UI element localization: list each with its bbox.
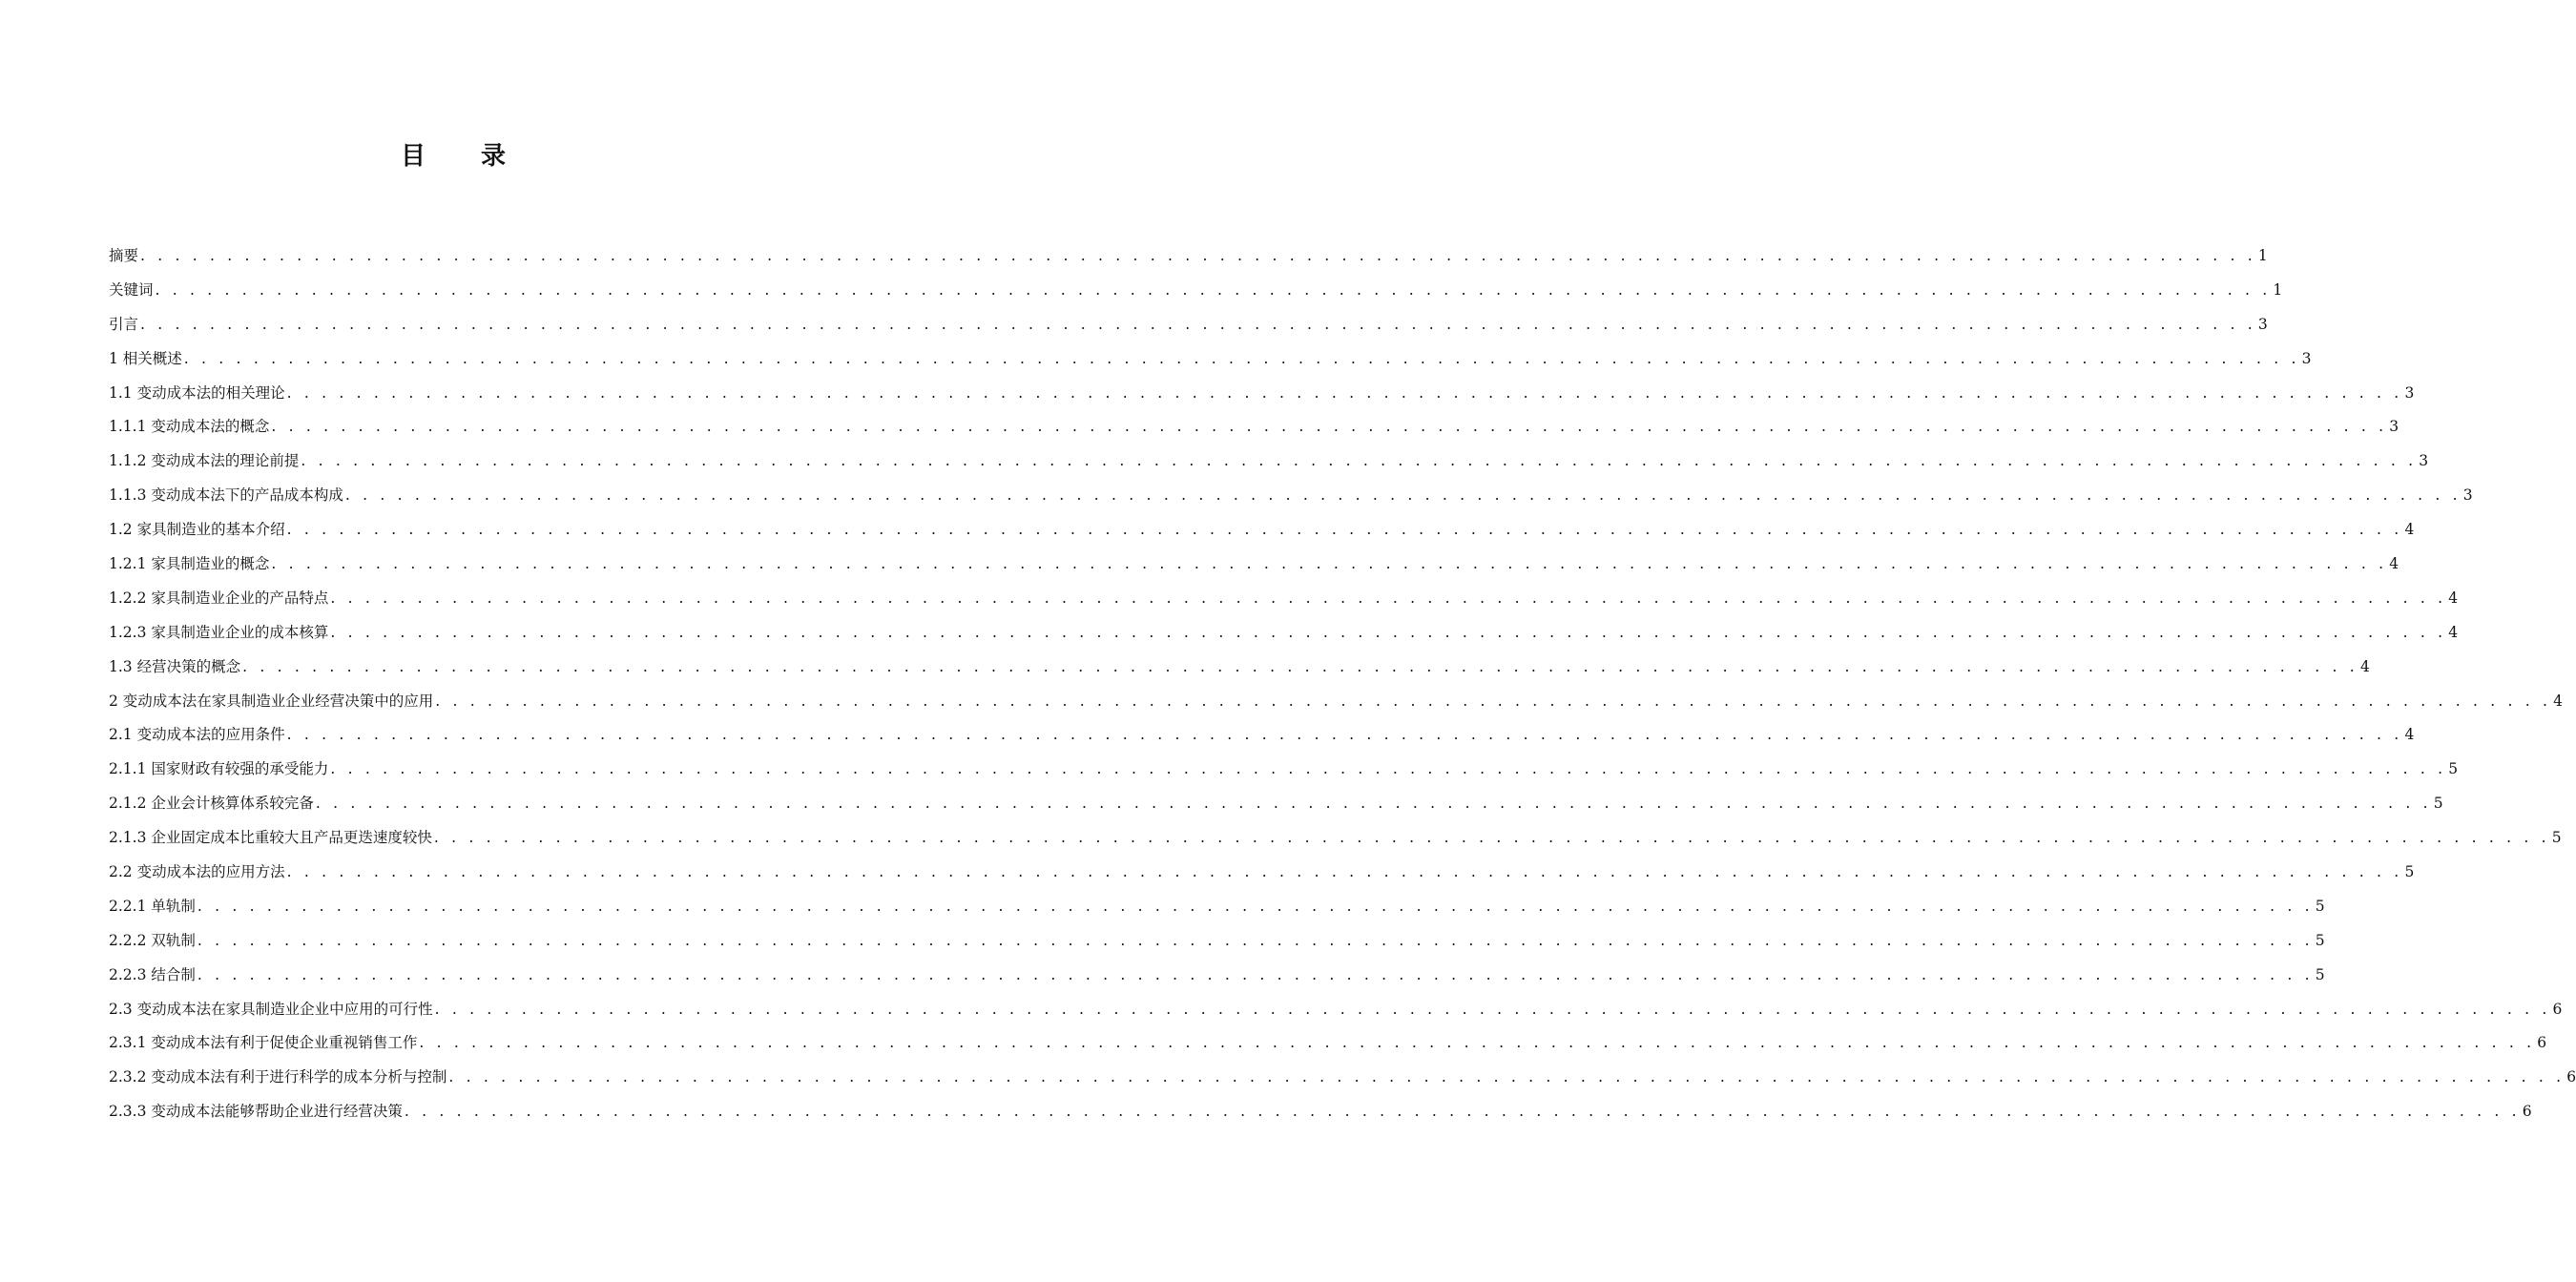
- toc-entry[interactable]: [109, 616, 2459, 651]
- toc-leader-dots: . . . . . . . . . . . . . . . . . . . . . . . . . . . . . . . . . . . . . . . . . . . . . . . . . . . . . . . . . . . . . . . . . . . . . . . . . . . . . . . . . . . . . . . . . . . . . . . . . . . . . . . . . . . . . . . . . . . . . . . . . .: [242, 657, 2358, 675]
- toc-entry-label: 2.1.3 企业固定成本比重较大且产品更迭速度较快: [109, 829, 432, 847]
- toc-entry-label: 2 变动成本法在家具制造业企业经营决策中的应用: [109, 692, 434, 710]
- toc-entry-label: 1.1 变动成本法的相关理论: [109, 383, 285, 402]
- toc-entry[interactable]: [109, 718, 2415, 753]
- toc-entry-page: 3: [2419, 452, 2429, 470]
- toc-entry-label: 关键词: [109, 280, 154, 299]
- toc-leader-dots: . . . . . . . . . . . . . . . . . . . . . . . . . . . . . . . . . . . . . . . . . . . . . . . . . . . . . . . . . . . . . . . . . . . . . . . . . . . . . . . . . . . . . . . . . . . . . . . . . . . . . . . . . . . . . . . . . . . . . . . . . .: [183, 349, 2300, 367]
- toc-entry-page: 4: [2389, 555, 2399, 573]
- toc-entry-label: 2.1.1 国家财政有较强的承受能力: [109, 760, 329, 778]
- toc-entry-label: 1.2.1 家具制造业的概念: [109, 555, 270, 573]
- toc-leader-dots: . . . . . . . . . . . . . . . . . . . . . . . . . . . . . . . . . . . . . . . . . . . . . . . . . . . . . . . . . . . . . . . . . . . . . . . . . . . . . . . . . . . . . . . . . . . . . . . . . . . . . . . . . . . . . . . . . . . . . . . . . .: [404, 1103, 2521, 1121]
- toc-entry[interactable]: [109, 410, 2399, 445]
- toc-entry-label: 1.2 家具制造业的基本介绍: [109, 521, 285, 539]
- toc-title: 目录: [400, 142, 561, 171]
- toc-entry[interactable]: [109, 787, 2443, 821]
- toc-entry-label: 摘要: [109, 247, 139, 264]
- toc-entry-page: 5: [2315, 965, 2325, 983]
- toc-entry-label: 1.2.2 家具制造业企业的产品特点: [109, 589, 329, 607]
- toc-leader-dots: . . . . . . . . . . . . . . . . . . . . . . . . . . . . . . . . . . . . . . . . . . . . . . . . . . . . . . . . . . . . . . . . . . . . . . . . . . . . . . . . . . . . . . . . . . . . . . . . . . . . . . . . . . . . . . . . . . . . . . . . . .: [140, 247, 2256, 264]
- toc-entry[interactable]: [109, 274, 2283, 308]
- toc-entry-label: 1.3 经营决策的概念: [109, 657, 241, 675]
- toc-leader-dots: . . . . . . . . . . . . . . . . . . . . . . . . . . . . . . . . . . . . . . . . . . . . . . . . . . . . . . . . . . . . . . . . . . . . . . . . . . . . . . . . . . . . . . . . . . . . . . . . . . . . . . . . . . . . . . . . . . . . . . . . . .: [448, 1068, 2566, 1086]
- toc-entry[interactable]: [109, 479, 2473, 513]
- toc-entry-label: 2.3.1 变动成本法有利于促使企业重视销售工作: [109, 1034, 418, 1052]
- toc-leader-dots: . . . . . . . . . . . . . . . . . . . . . . . . . . . . . . . . . . . . . . . . . . . . . . . . . . . . . . . . . . . . . . . . . . . . . . . . . . . . . . . . . . . . . . . . . . . . . . . . . . . . . . . . . . . . . . . . . . . . . . . . . .: [435, 692, 2552, 710]
- toc-entry-page: 3: [2257, 315, 2268, 333]
- toc-entry-page: 6: [2566, 1068, 2576, 1086]
- toc-entry-label: 1.1.3 变动成本法下的产品成本构成: [109, 486, 343, 505]
- toc-entry-page: 6: [2552, 1000, 2563, 1018]
- toc-entry-label: 1.1.2 变动成本法的理论前提: [109, 452, 300, 470]
- toc-entry-page: 6: [2537, 1034, 2547, 1052]
- toc-entry[interactable]: [109, 1026, 2547, 1061]
- toc-leader-dots: . . . . . . . . . . . . . . . . . . . . . . . . . . . . . . . . . . . . . . . . . . . . . . . . . . . . . . . . . . . . . . . . . . . . . . . . . . . . . . . . . . . . . . . . . . . . . . . . . . . . . . . . . . . . . . . . . . . . . . . . . .: [330, 589, 2447, 607]
- toc-entry-page: 3: [2462, 486, 2473, 505]
- toc-leader-dots: . . . . . . . . . . . . . . . . . . . . . . . . . . . . . . . . . . . . . . . . . . . . . . . . . . . . . . . . . . . . . . . . . . . . . . . . . . . . . . . . . . . . . . . . . . . . . . . . . . . . . . . . . . . . . . . . . . . . . . . . . .: [433, 829, 2550, 847]
- toc-entry[interactable]: [109, 856, 2415, 890]
- toc-leader-dots: . . . . . . . . . . . . . . . . . . . . . . . . . . . . . . . . . . . . . . . . . . . . . . . . . . . . . . . . . . . . . . . . . . . . . . . . . . . . . . . . . . . . . . . . . . . . . . . . . . . . . . . . . . . . . . . . . . . . . . . . . .: [344, 486, 2462, 505]
- toc-entry-label: 2.1 变动成本法的应用条件: [109, 726, 285, 744]
- toc-leader-dots: . . . . . . . . . . . . . . . . . . . . . . . . . . . . . . . . . . . . . . . . . . . . . . . . . . . . . . . . . . . . . . . . . . . . . . . . . . . . . . . . . . . . . . . . . . . . . . . . . . . . . . . . . . . . . . . . . . . . . . . . . .: [271, 555, 2388, 573]
- toc-entry-label: 引言: [109, 315, 139, 333]
- toc-entry[interactable]: [109, 753, 2459, 787]
- toc-entry-page: 4: [2448, 623, 2459, 641]
- toc-leader-dots: . . . . . . . . . . . . . . . . . . . . . . . . . . . . . . . . . . . . . . . . . . . . . . . . . . . . . . . . . . . . . . . . . . . . . . . . . . . . . . . . . . . . . . . . . . . . . . . . . . . . . . . . . . . . . . . . . . . . . . . . . .: [315, 795, 2432, 813]
- toc-leader-dots: . . . . . . . . . . . . . . . . . . . . . . . . . . . . . . . . . . . . . . . . . . . . . . . . . . . . . . . . . . . . . . . . . . . . . . . . . . . . . . . . . . . . . . . . . . . . . . . . . . . . . . . . . . . . . . . . . . . . . . . . . .: [330, 623, 2447, 641]
- toc-entry[interactable]: [109, 685, 2564, 719]
- toc-leader-dots: . . . . . . . . . . . . . . . . . . . . . . . . . . . . . . . . . . . . . . . . . . . . . . . . . . . . . . . . . . . . . . . . . . . . . . . . . . . . . . . . . . . . . . . . . . . . . . . . . . . . . . . . . . . . . . . . . . . . . . . . . .: [197, 965, 2314, 983]
- toc-entry[interactable]: [109, 651, 2370, 685]
- toc-entry[interactable]: [109, 513, 2415, 548]
- toc-entry[interactable]: [109, 924, 2325, 959]
- toc-entry[interactable]: [109, 548, 2399, 582]
- toc-leader-dots: . . . . . . . . . . . . . . . . . . . . . . . . . . . . . . . . . . . . . . . . . . . . . . . . . . . . . . . . . . . . . . . . . . . . . . . . . . . . . . . . . . . . . . . . . . . . . . . . . . . . . . . . . . . . . . . . . . . . . . . . . .: [434, 1000, 2551, 1018]
- toc-entry-label: 2.2.2 双轨制: [109, 931, 196, 949]
- toc-entry-label: 2.2.3 结合制: [109, 965, 196, 983]
- toc-leader-dots: . . . . . . . . . . . . . . . . . . . . . . . . . . . . . . . . . . . . . . . . . . . . . . . . . . . . . . . . . . . . . . . . . . . . . . . . . . . . . . . . . . . . . . . . . . . . . . . . . . . . . . . . . . . . . . . . . . . . . . . . . .: [286, 383, 2403, 402]
- toc-entry[interactable]: [109, 342, 2312, 377]
- toc-entry-page: 3: [2301, 349, 2312, 367]
- toc-entry[interactable]: [109, 308, 2268, 342]
- toc-entry[interactable]: [109, 445, 2429, 479]
- toc-entry-page: 4: [2448, 589, 2459, 607]
- toc-leader-dots: . . . . . . . . . . . . . . . . . . . . . . . . . . . . . . . . . . . . . . . . . . . . . . . . . . . . . . . . . . . . . . . . . . . . . . . . . . . . . . . . . . . . . . . . . . . . . . . . . . . . . . . . . . . . . . . . . . . . . . . . . .: [419, 1034, 2536, 1052]
- toc-entry-page: 4: [2553, 692, 2564, 710]
- toc-leader-dots: . . . . . . . . . . . . . . . . . . . . . . . . . . . . . . . . . . . . . . . . . . . . . . . . . . . . . . . . . . . . . . . . . . . . . . . . . . . . . . . . . . . . . . . . . . . . . . . . . . . . . . . . . . . . . . . . . . . . . . . . . .: [155, 280, 2272, 299]
- toc-entry-label: 1 相关概述: [109, 349, 182, 367]
- toc-entry[interactable]: [109, 239, 2268, 274]
- toc-entry-page: 5: [2404, 863, 2415, 881]
- toc-entry-label: 1.1.1 变动成本法的概念: [109, 418, 270, 436]
- toc-entry-page: 4: [2404, 521, 2415, 539]
- toc-leader-dots: . . . . . . . . . . . . . . . . . . . . . . . . . . . . . . . . . . . . . . . . . . . . . . . . . . . . . . . . . . . . . . . . . . . . . . . . . . . . . . . . . . . . . . . . . . . . . . . . . . . . . . . . . . . . . . . . . . . . . . . . . .: [197, 897, 2314, 915]
- toc-leader-dots: . . . . . . . . . . . . . . . . . . . . . . . . . . . . . . . . . . . . . . . . . . . . . . . . . . . . . . . . . . . . . . . . . . . . . . . . . . . . . . . . . . . . . . . . . . . . . . . . . . . . . . . . . . . . . . . . . . . . . . . . . .: [286, 521, 2403, 539]
- toc-entry-page: 5: [2551, 829, 2562, 847]
- toc-leader-dots: . . . . . . . . . . . . . . . . . . . . . . . . . . . . . . . . . . . . . . . . . . . . . . . . . . . . . . . . . . . . . . . . . . . . . . . . . . . . . . . . . . . . . . . . . . . . . . . . . . . . . . . . . . . . . . . . . . . . . . . . . .: [271, 418, 2388, 436]
- toc-entry-page: 4: [2404, 726, 2415, 744]
- toc-entry[interactable]: [109, 993, 2563, 1027]
- toc-entry-label: 2.2.1 单轨制: [109, 897, 196, 915]
- toc-list: [109, 239, 2576, 1129]
- toc-entry[interactable]: [109, 1061, 2576, 1095]
- toc-entry[interactable]: [109, 821, 2562, 856]
- toc-entry-page: 3: [2389, 418, 2399, 436]
- toc-entry-page: 6: [2522, 1103, 2532, 1121]
- toc-leader-dots: . . . . . . . . . . . . . . . . . . . . . . . . . . . . . . . . . . . . . . . . . . . . . . . . . . . . . . . . . . . . . . . . . . . . . . . . . . . . . . . . . . . . . . . . . . . . . . . . . . . . . . . . . . . . . . . . . . . . . . . . . .: [301, 452, 2418, 470]
- toc-entry-page: 4: [2359, 657, 2370, 675]
- toc-entry-page: 3: [2404, 383, 2415, 402]
- toc-entry[interactable]: [109, 959, 2325, 993]
- toc-entry-page: 5: [2315, 931, 2325, 949]
- toc-leader-dots: . . . . . . . . . . . . . . . . . . . . . . . . . . . . . . . . . . . . . . . . . . . . . . . . . . . . . . . . . . . . . . . . . . . . . . . . . . . . . . . . . . . . . . . . . . . . . . . . . . . . . . . . . . . . . . . . . . . . . . . . . .: [197, 931, 2314, 949]
- toc-entry[interactable]: [109, 377, 2415, 411]
- toc-entry-label: 2.3.2 变动成本法有利于进行科学的成本分析与控制: [109, 1068, 447, 1086]
- toc-entry-page: 5: [2315, 897, 2325, 915]
- toc-entry-label: 2.3.3 变动成本法能够帮助企业进行经营决策: [109, 1103, 403, 1121]
- toc-leader-dots: . . . . . . . . . . . . . . . . . . . . . . . . . . . . . . . . . . . . . . . . . . . . . . . . . . . . . . . . . . . . . . . . . . . . . . . . . . . . . . . . . . . . . . . . . . . . . . . . . . . . . . . . . . . . . . . . . . . . . . . . . .: [140, 315, 2256, 333]
- toc-entry-page: 1: [2257, 247, 2268, 264]
- toc-leader-dots: . . . . . . . . . . . . . . . . . . . . . . . . . . . . . . . . . . . . . . . . . . . . . . . . . . . . . . . . . . . . . . . . . . . . . . . . . . . . . . . . . . . . . . . . . . . . . . . . . . . . . . . . . . . . . . . . . . . . . . . . . .: [286, 726, 2403, 744]
- toc-entry[interactable]: [109, 582, 2459, 616]
- toc-entry-page: 1: [2273, 280, 2283, 299]
- toc-entry-page: 5: [2433, 795, 2443, 813]
- toc-entry[interactable]: [109, 1095, 2532, 1129]
- toc-entry-label: 1.2.3 家具制造业企业的成本核算: [109, 623, 329, 641]
- toc-leader-dots: . . . . . . . . . . . . . . . . . . . . . . . . . . . . . . . . . . . . . . . . . . . . . . . . . . . . . . . . . . . . . . . . . . . . . . . . . . . . . . . . . . . . . . . . . . . . . . . . . . . . . . . . . . . . . . . . . . . . . . . . . .: [286, 863, 2403, 881]
- toc-entry[interactable]: [109, 890, 2325, 924]
- toc-entry-label: 2.1.2 企业会计核算体系较完备: [109, 795, 314, 813]
- toc-entry-label: 2.2 变动成本法的应用方法: [109, 863, 285, 881]
- toc-leader-dots: . . . . . . . . . . . . . . . . . . . . . . . . . . . . . . . . . . . . . . . . . . . . . . . . . . . . . . . . . . . . . . . . . . . . . . . . . . . . . . . . . . . . . . . . . . . . . . . . . . . . . . . . . . . . . . . . . . . . . . . . . .: [330, 760, 2447, 778]
- toc-entry-label: 2.3 变动成本法在家具制造业企业中应用的可行性: [109, 1000, 433, 1018]
- toc-entry-page: 5: [2448, 760, 2459, 778]
